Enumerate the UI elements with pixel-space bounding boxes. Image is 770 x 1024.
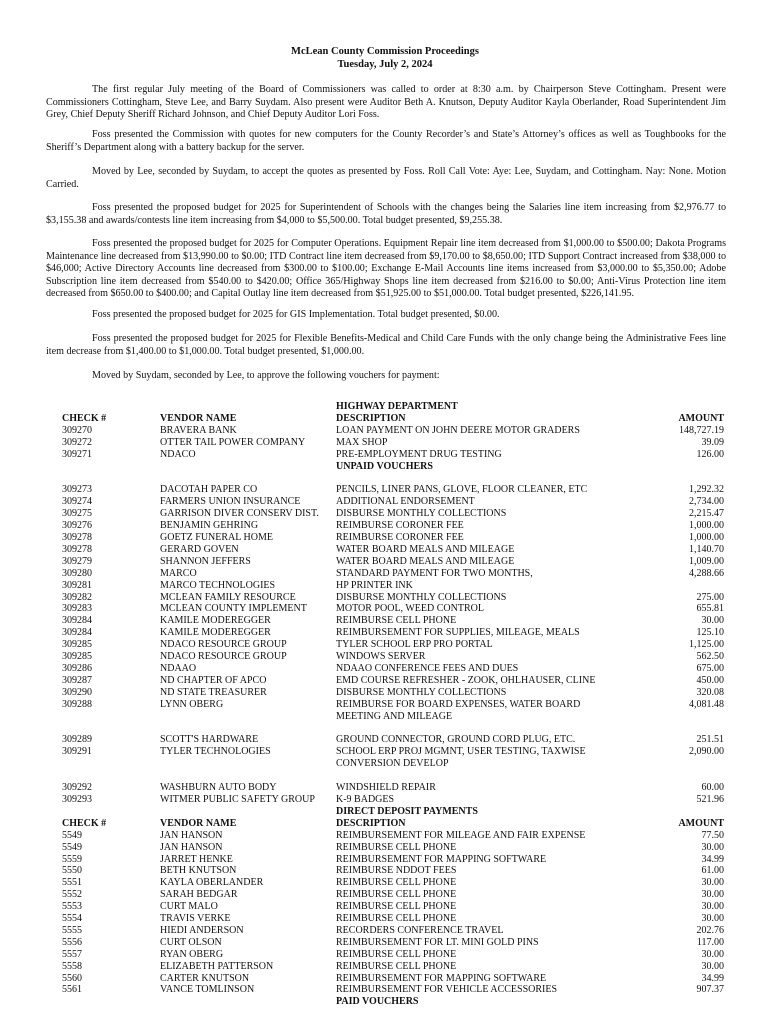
amount-cell: 30.00 (701, 901, 724, 913)
paragraph-call-to-order: The first regular July meeting of the Board of Commissioners was called to order at 8:30 a.m. by Chairperson Steve Cottingham. Present were Commissioners Cottingham, Steve Lee, and Barry Suydam. Also present were Auditor Beth A. Knutson, Deputy Auditor Kayla Oberlander, Road Superintendent Jim Grey, Chief Deputy Sheriff Richard Johnson, and Chief Deputy Auditor Lori Foss. (46, 84, 726, 121)
vendor-name-cell: ND CHAPTER OF APCO (160, 674, 267, 686)
amount-cell: 30.00 (701, 960, 724, 972)
check-number-cell: 5561 (62, 984, 82, 996)
check-number-cell: 309284 (62, 615, 92, 627)
description-cell: REIMBURSE CELL PHONE (336, 615, 457, 627)
table-header-row (0, 818, 770, 830)
table-header-row (0, 996, 770, 1008)
description-cell: TYLER SCHOOL ERP PRO PORTAL (336, 639, 493, 651)
vendor-name-cell: CARTER KNUTSON (160, 972, 250, 984)
description-cell: REIMBURSE CELL PHONE (336, 877, 457, 889)
amount-cell: 907.37 (696, 984, 724, 996)
vendor-name-cell: SHANNON JEFFERS (160, 555, 251, 567)
check-number-cell: 309285 (62, 651, 92, 662)
description-cell: REIMBURSE CELL PHONE (336, 948, 457, 960)
amount-cell: 4,288.66 (689, 567, 724, 579)
description-cell: REIMBURSE CELL PHONE (336, 841, 457, 853)
amount-cell: 1,125.00 (689, 639, 724, 651)
check-number-cell: 309287 (62, 674, 92, 686)
vendor-name-cell: JAN HANSON (160, 841, 223, 853)
amount-cell: 148,727.19 (679, 424, 724, 436)
amount-cell: 521.96 (696, 794, 724, 805)
table-header-row (0, 401, 770, 413)
amount-cell: 30.00 (701, 615, 724, 627)
vendor-name-cell: OTTER TAIL POWER COMPANY (160, 436, 306, 448)
check-number-cell: 5556 (62, 936, 82, 948)
table-row (0, 949, 770, 961)
check-number-cell: 5549 (62, 829, 82, 841)
table-row (0, 877, 770, 889)
table-row (0, 425, 770, 437)
description-cell: REIMBURSEMENT FOR MILEAGE AND FAIR EXPENSE (336, 829, 586, 841)
vendor-name-cell: KAMILE MODEREGGER (160, 615, 271, 627)
description-cell: WATER BOARD MEALS AND MILEAGE (336, 555, 515, 567)
description-cell: WINDOWS SERVER (336, 651, 426, 662)
description-cell: DISBURSE MONTHLY COLLECTIONS (336, 591, 507, 603)
table-row (0, 746, 770, 758)
description-cell: REIMBURSE CORONER FEE (336, 532, 464, 543)
description-cell: GROUND CONNECTOR, GROUND CORD PLUG, ETC. (336, 734, 576, 746)
description-cell: REIMBURSEMENT FOR MAPPING SOFTWARE (336, 972, 547, 984)
check-number-cell: 5558 (62, 960, 82, 972)
vendor-name-cell: HIEDI ANDERSON (160, 924, 244, 936)
description-cell: PAID VOUCHERS (336, 996, 419, 1008)
table-row (0, 615, 770, 627)
vendor-name-cell: KAYLA OBERLANDER (160, 877, 264, 889)
check-number-cell: 5552 (62, 889, 82, 901)
amount-cell: 202.76 (696, 924, 724, 936)
table-row (0, 913, 770, 925)
vendor-name-cell: JAN HANSON (160, 829, 223, 841)
table-row (0, 592, 770, 604)
check-number-cell: 5559 (62, 853, 82, 865)
amount-cell: 126.00 (696, 448, 724, 460)
check-number-cell: 309286 (62, 662, 92, 674)
check-number-cell: 309283 (62, 603, 92, 615)
description-cell: WINDSHIELD REPAIR (336, 782, 436, 794)
amount-cell: 251.51 (696, 734, 724, 746)
amount-cell: AMOUNT (678, 817, 724, 829)
amount-cell: 562.50 (696, 651, 724, 662)
check-number-cell: 309288 (62, 698, 92, 710)
description-cell: REIMBURSE CELL PHONE (336, 913, 457, 924)
amount-cell: 34.99 (701, 972, 724, 984)
vendor-name-cell: NDACO (160, 448, 196, 460)
description-cell: HIGHWAY DEPARTMENT (336, 401, 458, 412)
table-header-row (0, 461, 770, 473)
amount-cell: 30.00 (701, 877, 724, 889)
description-cell: RECORDERS CONFERENCE TRAVEL (336, 924, 504, 936)
check-number-cell: 309285 (62, 639, 92, 651)
amount-cell: 275.00 (696, 591, 724, 603)
description-cell: WATER BOARD MEALS AND MILEAGE (336, 543, 515, 555)
vendor-name-cell: FARMERS UNION INSURANCE (160, 496, 301, 508)
table-row (0, 984, 770, 996)
description-cell: REIMBURSEMENT FOR SUPPLIES, MILEAGE, MEALS (336, 627, 580, 639)
description-cell: CONVERSION DEVELOP (336, 758, 449, 770)
vendor-name-cell: LYNN OBERG (160, 698, 224, 710)
description-cell: LOAN PAYMENT ON JOHN DEERE MOTOR GRADERS (336, 424, 580, 436)
amount-cell: 34.99 (701, 853, 724, 865)
vendor-name-cell: MARCO TECHNOLOGIES (160, 579, 276, 591)
check-number-cell: 309273 (62, 484, 92, 496)
amount-cell: 2,734.00 (689, 496, 724, 508)
table-row (0, 925, 770, 937)
check-number-cell: 309278 (62, 543, 92, 555)
check-number-cell: 309280 (62, 567, 92, 579)
vendor-name-cell: NDACO RESOURCE GROUP (160, 639, 287, 651)
description-cell: SCHOOL ERP PROJ MGMNT, USER TESTING, TAXWISE (336, 746, 586, 758)
table-row (0, 711, 770, 723)
description-cell: PRE-EMPLOYMENT DRUG TESTING (336, 448, 502, 460)
vendor-name-cell: GARRISON DIVER CONSERV DIST. (160, 508, 319, 520)
check-number-cell: 309281 (62, 579, 92, 591)
table-header-row (0, 413, 770, 425)
vendor-name-cell: JARRET HENKE (160, 853, 233, 865)
description-cell: MOTOR POOL, WEED CONTROL (336, 603, 484, 615)
table-row (0, 496, 770, 508)
vendor-name-cell: RYAN OBERG (160, 948, 224, 960)
table-row (0, 568, 770, 580)
table-row (0, 556, 770, 568)
vendor-name-cell: CURT MALO (160, 901, 218, 913)
description-cell: NDAAO CONFERENCE FEES AND DUES (336, 662, 519, 674)
check-number-cell: 5560 (62, 972, 82, 984)
description-cell: DESCRIPTION (336, 412, 406, 424)
description-cell: MEETING AND MILEAGE (336, 710, 453, 722)
paragraph-gis-budget: Foss presented the proposed budget for 2025 for GIS Implementation. Total budget presented, $0.00. (92, 309, 500, 320)
table-row (0, 651, 770, 663)
vendor-name-cell: BENJAMIN GEHRING (160, 520, 259, 532)
table-row (0, 437, 770, 449)
paragraph-computer-ops-budget: Foss presented the proposed budget for 2025 for Computer Operations. Equipment Repair line item decreased from $1,000.00 to $500.00; Dakota Programs Maintenance line decreased from $13,990.00 to $0.00; ITD Contract line item decreased from $9,170.00 to $8,650.00; ITD Support Contract increased from $38,000 to $46,000; Active Directory Accounts line decreased from $300.00 to $100.00; Exchange E-Mail Accounts line items increased from $3,000.00 to $5,350.00; Adobe Subscription line item decreased from $540.00 to $420.00; Office 365/Highway Shops line item decreased from $216.00 to $0.00; Anti-Virus Protection line item decreased from $650.00 to $400.00; and Capital Outlay line item decreased from $51,925.00 to $51,000.00. Total budget presented, $226,141.95. (46, 238, 726, 300)
amount-cell: 2,090.00 (689, 746, 724, 758)
check-number-cell: 309289 (62, 734, 92, 746)
table-row (0, 449, 770, 461)
paragraph-schools-budget: Foss presented the proposed budget for 2025 for Superintendent of Schools with the changes being the Salaries line item increasing from $2,976.77 to $3,155.38 and awards/contests line item increasing from $4,000 to $5,500.00. Total budget presented, $9,255.38. (46, 202, 726, 226)
description-cell: HP PRINTER INK (336, 579, 413, 591)
description-cell: PENCILS, LINER PANS, GLOVE, FLOOR CLEANER, ETC (336, 484, 588, 496)
table-row (0, 603, 770, 615)
vendor-name-cell: VENDOR NAME (160, 817, 237, 829)
table-row (0, 699, 770, 711)
check-number-cell: 309274 (62, 496, 92, 508)
amount-cell: 1,292.32 (689, 484, 724, 496)
vendor-name-cell: MCLEAN COUNTY IMPLEMENT (160, 603, 307, 615)
vendor-name-cell: TRAVIS VERKE (160, 913, 231, 924)
amount-cell: 60.00 (701, 782, 724, 794)
vendor-name-cell: KAMILE MODEREGGER (160, 627, 271, 639)
check-number-cell: 309290 (62, 686, 92, 698)
description-cell: REIMBURSE NDDOT FEES (336, 865, 457, 877)
document-title: McLean County Commission Proceedings (291, 46, 479, 57)
check-number-cell: 309293 (62, 794, 92, 805)
amount-cell: 30.00 (701, 913, 724, 924)
amount-cell: 1,000.00 (689, 520, 724, 532)
description-cell: REIMBURSE FOR BOARD EXPENSES, WATER BOARD (336, 698, 581, 710)
table-row (0, 532, 770, 544)
description-cell: REIMBURSE CELL PHONE (336, 901, 457, 913)
description-cell: REIMBURSE CORONER FEE (336, 520, 464, 532)
description-cell: MAX SHOP (336, 436, 388, 448)
check-number-cell: 5553 (62, 901, 82, 913)
description-cell: K-9 BADGES (336, 794, 395, 805)
vendor-name-cell: VANCE TOMLINSON (160, 984, 255, 996)
check-number-cell: 309272 (62, 436, 92, 448)
check-number-cell: 309292 (62, 782, 92, 794)
check-number-cell: CHECK # (62, 412, 107, 424)
amount-cell: 1,000.00 (689, 532, 724, 543)
vendor-name-cell: ND STATE TREASURER (160, 686, 267, 698)
check-number-cell: 5551 (62, 877, 82, 889)
table-row (0, 842, 770, 854)
table-row (0, 961, 770, 973)
vendor-name-cell: ELIZABETH PATTERSON (160, 960, 274, 972)
check-number-cell: 5557 (62, 948, 82, 960)
check-number-cell: 5555 (62, 924, 82, 936)
table-row (0, 508, 770, 520)
vendor-name-cell: GOETZ FUNERAL HOME (160, 532, 273, 543)
vendor-name-cell: SCOTT'S HARDWARE (160, 734, 259, 746)
vendor-name-cell: BETH KNUTSON (160, 865, 237, 877)
table-row (0, 734, 770, 746)
vendor-name-cell: CURT OLSON (160, 936, 222, 948)
amount-cell: 655.81 (696, 603, 724, 615)
vendor-name-cell: MCLEAN FAMILY RESOURCE (160, 591, 296, 603)
vendor-name-cell: VENDOR NAME (160, 412, 237, 424)
table-row (0, 663, 770, 675)
check-number-cell: 309282 (62, 591, 92, 603)
table-row (0, 639, 770, 651)
check-number-cell: 309291 (62, 746, 92, 758)
vendor-name-cell: NDACO RESOURCE GROUP (160, 651, 287, 662)
amount-cell: 39.09 (701, 436, 724, 448)
amount-cell: 2,215.47 (689, 508, 724, 520)
table-row (0, 889, 770, 901)
table-row (0, 865, 770, 877)
amount-cell: 675.00 (696, 662, 724, 674)
paragraph-computer-quotes: Foss presented the Commission with quotes for new computers for the County Recorder’s and State’s Attorney’s offices as well as Toughbooks for the Sheriff’s Department along with a battery backup for the server. (46, 129, 726, 153)
vendor-name-cell: TYLER TECHNOLOGIES (160, 746, 271, 758)
description-cell: REIMBURSE CELL PHONE (336, 889, 457, 901)
amount-cell: 117.00 (696, 936, 724, 948)
table-row (0, 782, 770, 794)
table-row (0, 937, 770, 949)
document-date: Tuesday, July 2, 2024 (337, 59, 433, 70)
check-number-cell: 5554 (62, 913, 82, 924)
table-row (0, 484, 770, 496)
description-cell: DISBURSE MONTHLY COLLECTIONS (336, 508, 507, 520)
vendor-name-cell: DACOTAH PAPER CO (160, 484, 258, 496)
amount-cell: 125.10 (696, 627, 724, 639)
amount-cell: 1,009.00 (689, 555, 724, 567)
check-number-cell: 309284 (62, 627, 92, 639)
vendor-name-cell: WASHBURN AUTO BODY (160, 782, 277, 794)
check-number-cell: 309278 (62, 532, 92, 543)
description-cell: DIRECT DEPOSIT PAYMENTS (336, 805, 478, 817)
description-cell: STANDARD PAYMENT FOR TWO MONTHS, (336, 567, 533, 579)
paragraph-voucher-motion: Moved by Suydam, seconded by Lee, to approve the following vouchers for payment: (92, 370, 440, 381)
amount-cell: 1,140.70 (689, 543, 724, 555)
description-cell: REIMBURSEMENT FOR LT. MINI GOLD PINS (336, 936, 539, 948)
table-row (0, 830, 770, 842)
vendor-name-cell: SARAH BEDGAR (160, 889, 238, 901)
amount-cell: AMOUNT (678, 412, 724, 424)
vendor-name-cell: NDAAO (160, 662, 197, 674)
vendor-name-cell: WITMER PUBLIC SAFETY GROUP (160, 794, 315, 805)
vendor-name-cell: BRAVERA BANK (160, 424, 237, 436)
amount-cell: 30.00 (701, 948, 724, 960)
description-cell: REIMBURSEMENT FOR VEHICLE ACCESSORIES (336, 984, 558, 996)
paragraph-flexible-benefits-budget: Foss presented the proposed budget for 2025 for Flexible Benefits-Medical and Child Care Funds with the only change being the Administrative Fees line item decrease from $1,400.00 to $1,000.00. Total budget presented, $1,000.00. (46, 333, 726, 357)
table-row (0, 794, 770, 806)
description-cell: UNPAID VOUCHERS (336, 460, 433, 472)
table-row (0, 854, 770, 866)
table-row (0, 687, 770, 699)
table-row (0, 627, 770, 639)
table-row (0, 580, 770, 592)
table-row (0, 973, 770, 985)
table-row (0, 544, 770, 556)
amount-cell: 4,081.48 (689, 698, 724, 710)
description-cell: DESCRIPTION (336, 817, 406, 829)
description-cell: DISBURSE MONTHLY COLLECTIONS (336, 686, 507, 698)
amount-cell: 61.00 (701, 865, 724, 877)
table-row (0, 901, 770, 913)
table-row (0, 758, 770, 770)
check-number-cell: 309276 (62, 520, 92, 532)
vendor-name-cell: MARCO (160, 567, 197, 579)
table-row (0, 675, 770, 687)
table-header-row (0, 806, 770, 818)
check-number-cell: CHECK # (62, 817, 107, 829)
check-number-cell: 309270 (62, 424, 92, 436)
description-cell: REIMBURSEMENT FOR MAPPING SOFTWARE (336, 853, 547, 865)
vendor-name-cell: GERARD GOVEN (160, 543, 239, 555)
paragraph-motion-quotes: Moved by Lee, seconded by Suydam, to accept the quotes as presented by Foss. Roll Call Vote: Aye: Lee, Suydam, and Cottingham. Nay: None. Motion Carried. (46, 166, 726, 190)
check-number-cell: 309271 (62, 448, 92, 460)
amount-cell: 320.08 (696, 686, 724, 698)
check-number-cell: 309275 (62, 508, 92, 520)
amount-cell: 450.00 (696, 674, 724, 686)
description-cell: EMD COURSE REFRESHER - ZOOK, OHLHAUSER, CLINE (336, 674, 596, 686)
description-cell: REIMBURSE CELL PHONE (336, 960, 457, 972)
check-number-cell: 5549 (62, 841, 82, 853)
check-number-cell: 309279 (62, 555, 92, 567)
amount-cell: 77.50 (701, 829, 724, 841)
amount-cell: 30.00 (701, 841, 724, 853)
amount-cell: 30.00 (701, 889, 724, 901)
description-cell: ADDITIONAL ENDORSEMENT (336, 496, 475, 508)
check-number-cell: 5550 (62, 865, 82, 877)
table-row (0, 520, 770, 532)
